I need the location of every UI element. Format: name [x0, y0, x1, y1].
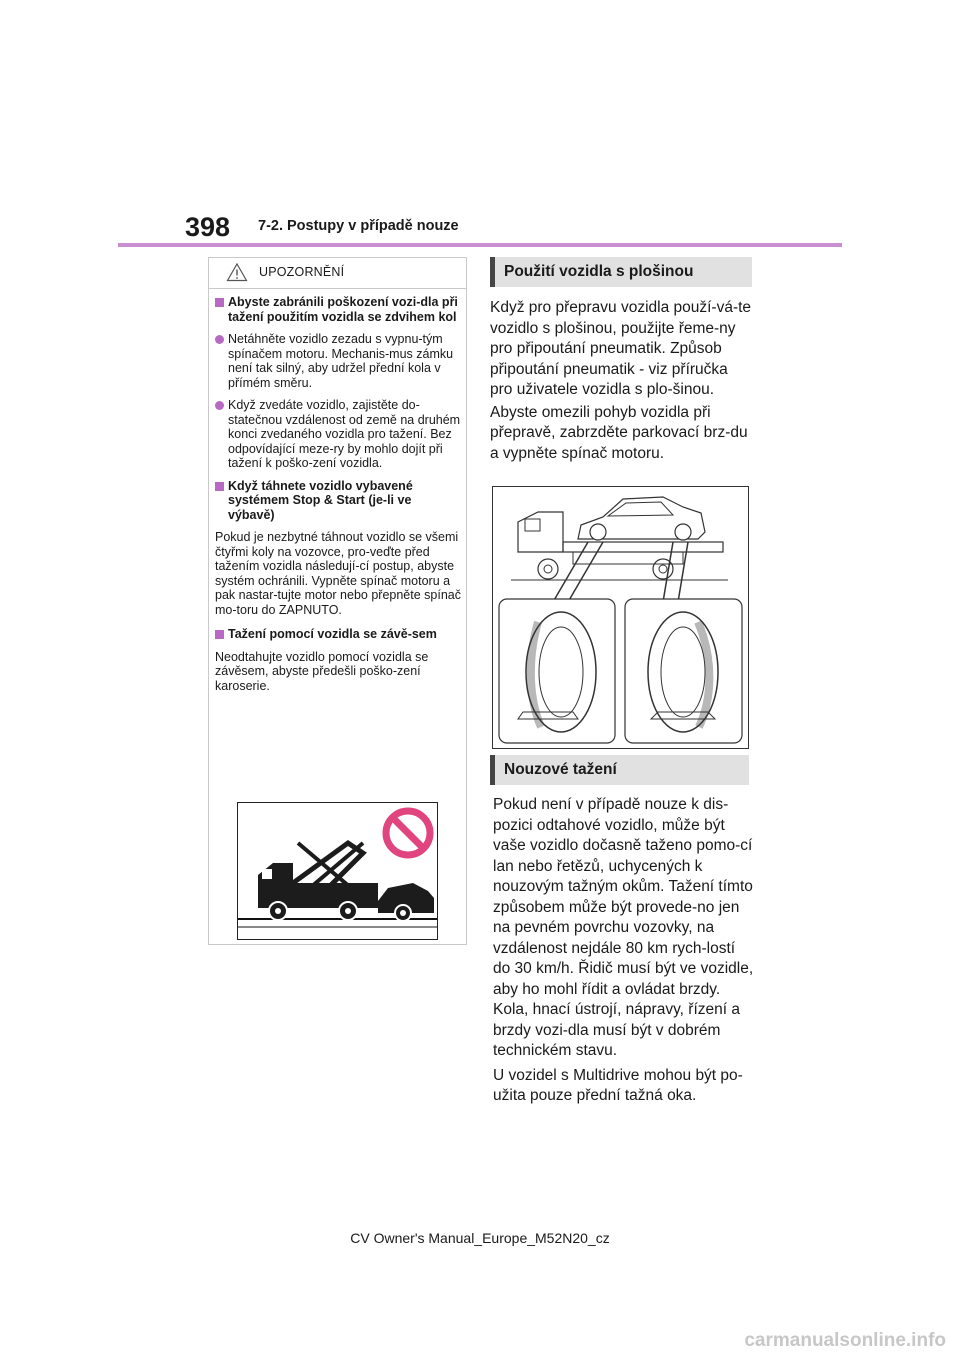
warning-subheading: Abyste zabránili poškození vozi-dla při tažení použitím vozidla se zdvihem kol: [215, 295, 461, 324]
warning-title: UPOZORNĚNÍ: [259, 265, 345, 279]
flatbed-paragraph: Abyste omezili pohyb vozidla při přepravě, zabrzděte parkovací brz-du a vypněte spínač motoru.: [490, 403, 748, 462]
emergency-heading: [490, 755, 749, 785]
flatbed-illustration: [492, 486, 749, 749]
flatbed-heading-text: Použití vozidla s plošinou: [504, 263, 694, 280]
watermark: carmanualsonline.info: [744, 1330, 946, 1351]
right-column: [490, 257, 752, 464]
warning-paragraph: Neodtahujte vozidlo pomocí vozidla se závěsem, abyste předešli poško-zení karoserie.: [215, 649, 429, 693]
warning-subheading: Tažení pomocí vozidla se závě-sem: [215, 627, 461, 642]
emergency-paragraph: Pokud není v případě nouze k dis-pozici odtahové vozidlo, může být vaše vozidlo dočasně taženo pomo-cí lan nebo řetězů, uchycených k nouzovým tažným okům. Tažení tímto způsobem může být provede-no jen na pevném povrchu vozovky, na vzdálenost nejdále 80 km rych-lostí do 30 km/h. Řidič musí být ve vozidle, aby ho mohl řídit a ovládat brzdy. Kola, hnací ústrojí, nápravy, řízení a brzdy vozi-dla musí být v dobrém technickém stavu.: [493, 796, 754, 1059]
emergency-heading-text: Nouzové tažení: [504, 761, 617, 778]
warning-body: [215, 295, 461, 703]
header-rule: [118, 243, 842, 247]
footer-text: CV Owner's Manual_Europe_M52N20_cz: [350, 1230, 610, 1246]
flatbed-paragraph: Když pro přepravu vozidla použí-vá-te vozidlo s plošinou, použijte řeme-ny pro připoutání pneumatik. Způsob připoutání pneumatik - viz příručka pro uživatele vozidla s plo-šinou.: [490, 299, 752, 398]
emergency-paragraph: U vozidel s Multidrive mohou být po-užita pouze přední tažná oka.: [493, 1066, 743, 1104]
warning-box: [208, 257, 467, 945]
warning-header: [209, 258, 466, 289]
warning-subheading: Když táhnete vozidlo vybavené systémem Stop & Start (je-li ve výbavě): [215, 479, 461, 523]
warning-bullet: Netáhněte vozidlo zezadu s vypnu-tým spínačem motoru. Mechanis-mus zámku není tak silný, aby udržel přední kola v přímém směru.: [215, 332, 461, 390]
page-number: 398: [185, 212, 231, 242]
warning-triangle-icon: [226, 262, 248, 282]
page-footer: [0, 1230, 960, 1246]
warning-bullet: Když zvedáte vozidlo, zajistěte do-statečnou vzdálenost od země na druhém konci zvedaného vozidla pro tažení. Bez odpovídající meze-ry by mohlo dojít při tažení k poško-zení vozidla.: [215, 398, 461, 471]
section-title: 7-2. Postupy v případě nouze: [258, 218, 459, 234]
prohibited-towing-illustration: [237, 802, 438, 940]
flatbed-heading: [490, 257, 752, 287]
warning-paragraph: Pokud je nezbytné táhnout vozidlo se všemi čtyřmi koly na vozovce, pro-veďte před tažením vozidla následují-cí postup, abyste systém ochránili. Vypněte spínač motoru a pak nastar-tujte motor nebo přepněte spínač mo-toru do ZAPNUTO.: [215, 530, 461, 617]
emergency-section: [493, 795, 755, 1107]
